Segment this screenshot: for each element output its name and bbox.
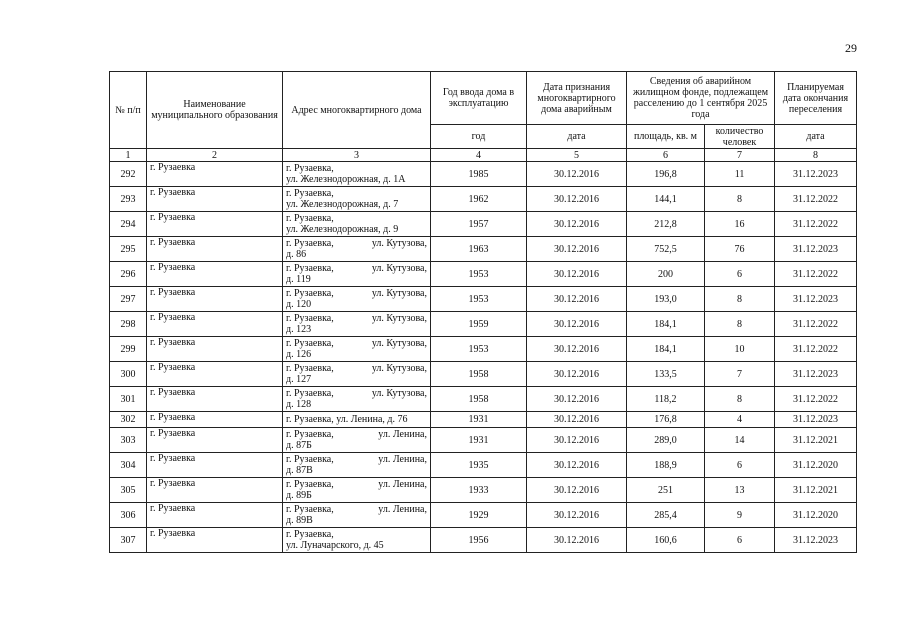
recognition-date-cell: 30.12.2016 (527, 187, 627, 212)
address-cell (283, 387, 431, 412)
year-cell: 1962 (431, 187, 527, 212)
address-part: г. Рузаевка, (286, 338, 334, 349)
address-part: ул. Кутузова, (371, 338, 427, 349)
column-number: 8 (775, 149, 857, 162)
year-cell: 1963 (431, 237, 527, 262)
address-line-2: д. 127 (286, 374, 312, 385)
address-part: г. Рузаевка, (286, 479, 334, 490)
address-line-2: д. 87Б (286, 440, 312, 451)
area-cell: 118,2 (627, 387, 705, 412)
column-number: 2 (147, 149, 283, 162)
header-recognition-date: Дата признания многоквартирного дома аварийным (527, 72, 627, 125)
people-cell: 76 (705, 237, 775, 262)
planned-date-cell: 31.12.2023 (775, 162, 857, 187)
address-cell (283, 453, 431, 478)
address-part: г. Рузаевка, (286, 263, 334, 274)
header-address: Адрес многоквартирного дома (283, 72, 431, 149)
emergency-housing-table (109, 71, 857, 553)
header-fund-info: Сведения об аварийном жилищном фонде, подлежащем расселению до 1 сентября 2025 года (627, 72, 775, 125)
table-row (110, 428, 857, 453)
address-part: г. Рузаевка, (286, 288, 334, 299)
recognition-date-cell: 30.12.2016 (527, 287, 627, 312)
column-number: 7 (705, 149, 775, 162)
year-cell: 1958 (431, 387, 527, 412)
address-line-1 (286, 213, 427, 224)
column-number: 5 (527, 149, 627, 162)
address-part: ул. Кутузова, (371, 388, 427, 399)
planned-date-cell: 31.12.2020 (775, 503, 857, 528)
table-row (110, 237, 857, 262)
planned-date-cell: 31.12.2021 (775, 478, 857, 503)
municipality-cell: г. Рузаевка (147, 337, 283, 362)
address-cell (283, 337, 431, 362)
year-cell: 1985 (431, 162, 527, 187)
year-cell: 1956 (431, 528, 527, 553)
recognition-date-cell: 30.12.2016 (527, 262, 627, 287)
address-part: г. Рузаевка, ул. Ленина, д. 76 (286, 414, 408, 425)
recognition-date-cell: 30.12.2016 (527, 237, 627, 262)
table-row (110, 387, 857, 412)
address-line-1 (286, 529, 427, 540)
table-row (110, 337, 857, 362)
address-line-1 (286, 188, 427, 199)
area-cell: 176,8 (627, 412, 705, 428)
address-line-1 (286, 429, 427, 440)
municipality-cell: г. Рузаевка (147, 287, 283, 312)
people-cell: 6 (705, 453, 775, 478)
address-line-2: ул. Луначарского, д. 45 (286, 540, 384, 551)
address-part: ул. Кутузова, (371, 313, 427, 324)
address-line-2: ул. Железнодорожная, д. 1А (286, 174, 406, 185)
address-line-1 (286, 479, 427, 490)
recognition-date-cell: 30.12.2016 (527, 428, 627, 453)
people-cell: 8 (705, 287, 775, 312)
area-cell: 144,1 (627, 187, 705, 212)
header-planned-date: Планируемая дата окончания переселения (775, 72, 857, 125)
address-line-1 (286, 238, 427, 249)
table-row (110, 262, 857, 287)
address-part: г. Рузаевка, (286, 454, 334, 465)
planned-date-cell: 31.12.2021 (775, 428, 857, 453)
recognition-date-cell: 30.12.2016 (527, 412, 627, 428)
table-body (110, 162, 857, 553)
subheader-area: площадь, кв. м (627, 125, 705, 149)
address-part: г. Рузаевка, (286, 529, 334, 540)
municipality-cell: г. Рузаевка (147, 387, 283, 412)
column-number: 6 (627, 149, 705, 162)
address-part: ул. Ленина, (378, 454, 427, 465)
table-row (110, 362, 857, 387)
column-number: 3 (283, 149, 431, 162)
column-number: 1 (110, 149, 147, 162)
table-row (110, 312, 857, 337)
address-cell (283, 362, 431, 387)
address-line-2: д. 120 (286, 299, 312, 310)
subheader-year: год (431, 125, 527, 149)
address-line-2: д. 123 (286, 324, 312, 335)
people-cell: 11 (705, 162, 775, 187)
recognition-date-cell: 30.12.2016 (527, 337, 627, 362)
people-cell: 6 (705, 262, 775, 287)
planned-date-cell: 31.12.2023 (775, 287, 857, 312)
address-part: ул. Кутузова, (371, 263, 427, 274)
planned-date-cell: 31.12.2022 (775, 212, 857, 237)
address-part: ул. Ленина, (378, 479, 427, 490)
people-cell: 13 (705, 478, 775, 503)
subheader-planned-date: дата (775, 125, 857, 149)
address-cell (283, 187, 431, 212)
table-row (110, 212, 857, 237)
address-part: г. Рузаевка, (286, 388, 334, 399)
planned-date-cell: 31.12.2022 (775, 337, 857, 362)
address-line-2: д. 128 (286, 399, 312, 410)
address-cell (283, 503, 431, 528)
people-cell: 6 (705, 528, 775, 553)
recognition-date-cell: 30.12.2016 (527, 503, 627, 528)
year-cell: 1929 (431, 503, 527, 528)
address-line-1 (286, 363, 427, 374)
area-cell: 285,4 (627, 503, 705, 528)
people-cell: 10 (705, 337, 775, 362)
address-line-1 (286, 288, 427, 299)
row-number-cell: 301 (110, 387, 147, 412)
column-number-row (110, 149, 857, 162)
header-municipality: Наименование муниципального образования (147, 72, 283, 149)
people-cell: 7 (705, 362, 775, 387)
recognition-date-cell: 30.12.2016 (527, 362, 627, 387)
municipality-cell: г. Рузаевка (147, 453, 283, 478)
header-year: Год ввода дома в эксплуатацию (431, 72, 527, 125)
address-cell (283, 212, 431, 237)
table-row (110, 503, 857, 528)
area-cell: 196,8 (627, 162, 705, 187)
address-line-2: ул. Железнодорожная, д. 7 (286, 199, 399, 210)
address-cell (283, 287, 431, 312)
subheader-date: дата (527, 125, 627, 149)
year-cell: 1931 (431, 428, 527, 453)
header-row (110, 72, 857, 125)
address-part: г. Рузаевка, (286, 429, 334, 440)
municipality-cell: г. Рузаевка (147, 528, 283, 553)
row-number-cell: 305 (110, 478, 147, 503)
page-number: 29 (845, 41, 857, 55)
area-cell: 251 (627, 478, 705, 503)
column-number: 4 (431, 149, 527, 162)
row-number-cell: 295 (110, 237, 147, 262)
address-line-1 (286, 313, 427, 324)
address-line-1 (286, 388, 427, 399)
year-cell: 1953 (431, 287, 527, 312)
header-no: № п/п (110, 72, 147, 149)
address-cell (283, 237, 431, 262)
area-cell: 289,0 (627, 428, 705, 453)
planned-date-cell: 31.12.2022 (775, 387, 857, 412)
recognition-date-cell: 30.12.2016 (527, 453, 627, 478)
row-number-cell: 296 (110, 262, 147, 287)
address-line-1 (286, 338, 427, 349)
row-number-cell: 299 (110, 337, 147, 362)
area-cell: 200 (627, 262, 705, 287)
municipality-cell: г. Рузаевка (147, 362, 283, 387)
planned-date-cell: 31.12.2023 (775, 528, 857, 553)
year-cell: 1931 (431, 412, 527, 428)
year-cell: 1958 (431, 362, 527, 387)
address-line-2: д. 119 (286, 274, 311, 285)
address-part: г. Рузаевка, (286, 188, 334, 199)
row-number-cell: 298 (110, 312, 147, 337)
address-part: ул. Ленина, (378, 504, 427, 515)
people-cell: 4 (705, 412, 775, 428)
area-cell: 184,1 (627, 337, 705, 362)
address-line-2: д. 89Б (286, 490, 312, 501)
municipality-cell: г. Рузаевка (147, 237, 283, 262)
row-number-cell: 306 (110, 503, 147, 528)
area-cell: 193,0 (627, 287, 705, 312)
address-part: г. Рузаевка, (286, 163, 334, 174)
address-part: г. Рузаевка, (286, 213, 334, 224)
address-line-2: д. 126 (286, 349, 312, 360)
year-cell: 1959 (431, 312, 527, 337)
address-cell (283, 412, 431, 428)
row-number-cell: 302 (110, 412, 147, 428)
row-number-cell: 297 (110, 287, 147, 312)
municipality-cell: г. Рузаевка (147, 478, 283, 503)
year-cell: 1953 (431, 262, 527, 287)
planned-date-cell: 31.12.2023 (775, 237, 857, 262)
municipality-cell: г. Рузаевка (147, 428, 283, 453)
people-cell: 8 (705, 387, 775, 412)
people-cell: 8 (705, 312, 775, 337)
municipality-cell: г. Рузаевка (147, 212, 283, 237)
municipality-cell: г. Рузаевка (147, 312, 283, 337)
table-row (110, 287, 857, 312)
planned-date-cell: 31.12.2022 (775, 187, 857, 212)
area-cell: 184,1 (627, 312, 705, 337)
address-part: г. Рузаевка, (286, 363, 334, 374)
table-row (110, 412, 857, 428)
area-cell: 188,9 (627, 453, 705, 478)
address-line-1 (286, 504, 427, 515)
row-number-cell: 294 (110, 212, 147, 237)
municipality-cell: г. Рузаевка (147, 187, 283, 212)
recognition-date-cell: 30.12.2016 (527, 312, 627, 337)
recognition-date-cell: 30.12.2016 (527, 387, 627, 412)
municipality-cell: г. Рузаевка (147, 262, 283, 287)
planned-date-cell: 31.12.2023 (775, 362, 857, 387)
row-number-cell: 304 (110, 453, 147, 478)
planned-date-cell: 31.12.2022 (775, 262, 857, 287)
row-number-cell: 307 (110, 528, 147, 553)
year-cell: 1935 (431, 453, 527, 478)
municipality-cell: г. Рузаевка (147, 503, 283, 528)
subheader-people: количество человек (705, 125, 775, 149)
address-part: г. Рузаевка, (286, 504, 334, 515)
address-cell (283, 428, 431, 453)
address-line-2: д. 86 (286, 249, 307, 260)
address-cell (283, 162, 431, 187)
area-cell: 160,6 (627, 528, 705, 553)
year-cell: 1953 (431, 337, 527, 362)
address-part: ул. Ленина, (378, 429, 427, 440)
municipality-cell: г. Рузаевка (147, 162, 283, 187)
year-cell: 1933 (431, 478, 527, 503)
row-number-cell: 303 (110, 428, 147, 453)
address-part: г. Рузаевка, (286, 313, 334, 324)
table-row (110, 453, 857, 478)
planned-date-cell: 31.12.2023 (775, 412, 857, 428)
people-cell: 14 (705, 428, 775, 453)
planned-date-cell: 31.12.2022 (775, 312, 857, 337)
municipality-cell: г. Рузаевка (147, 412, 283, 428)
area-cell: 212,8 (627, 212, 705, 237)
address-cell (283, 478, 431, 503)
address-part: ул. Кутузова, (371, 363, 427, 374)
address-part: г. Рузаевка, (286, 238, 334, 249)
address-line-1 (286, 454, 427, 465)
area-cell: 133,5 (627, 362, 705, 387)
address-line-1 (286, 414, 427, 425)
table-row (110, 478, 857, 503)
recognition-date-cell: 30.12.2016 (527, 478, 627, 503)
address-cell (283, 312, 431, 337)
planned-date-cell: 31.12.2020 (775, 453, 857, 478)
recognition-date-cell: 30.12.2016 (527, 212, 627, 237)
people-cell: 8 (705, 187, 775, 212)
row-number-cell: 293 (110, 187, 147, 212)
people-cell: 9 (705, 503, 775, 528)
table-row (110, 187, 857, 212)
table-row (110, 162, 857, 187)
address-part: ул. Кутузова, (371, 238, 427, 249)
address-line-2: ул. Железнодорожная, д. 9 (286, 224, 399, 235)
address-line-1 (286, 163, 427, 174)
recognition-date-cell: 30.12.2016 (527, 528, 627, 553)
row-number-cell: 300 (110, 362, 147, 387)
year-cell: 1957 (431, 212, 527, 237)
address-line-1 (286, 263, 427, 274)
address-line-2: д. 89В (286, 515, 313, 526)
address-part: ул. Кутузова, (371, 288, 427, 299)
address-line-2: д. 87В (286, 465, 313, 476)
people-cell: 16 (705, 212, 775, 237)
recognition-date-cell: 30.12.2016 (527, 162, 627, 187)
table-row (110, 528, 857, 553)
address-cell (283, 262, 431, 287)
address-cell (283, 528, 431, 553)
row-number-cell: 292 (110, 162, 147, 187)
area-cell: 752,5 (627, 237, 705, 262)
